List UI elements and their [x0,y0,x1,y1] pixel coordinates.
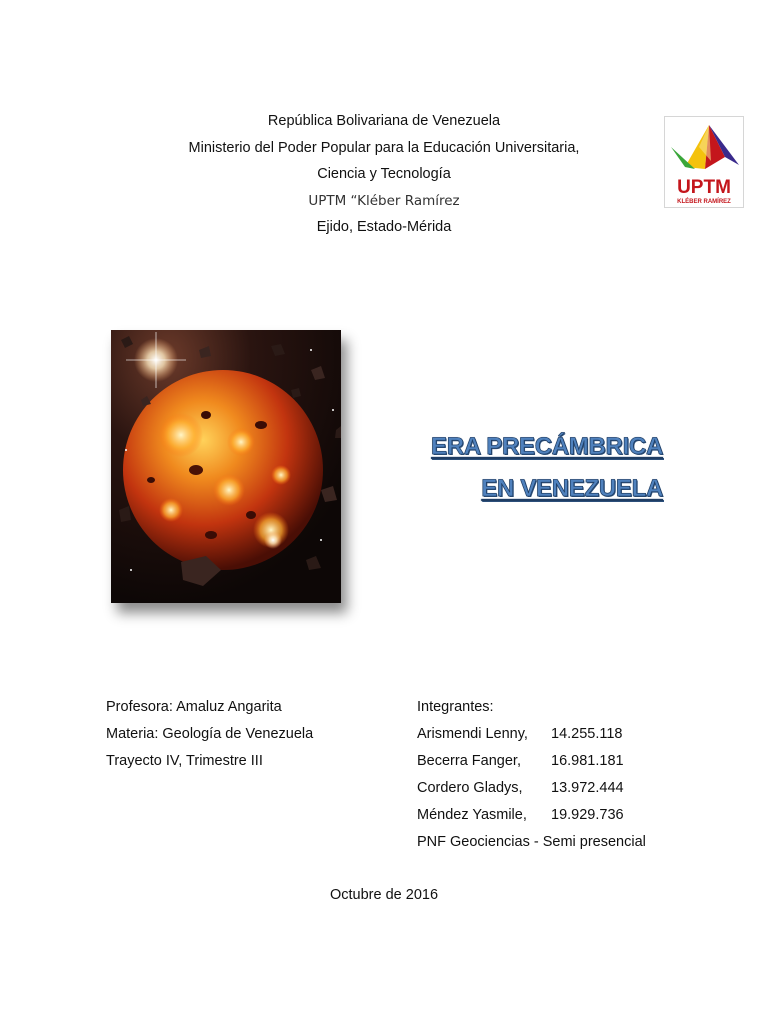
member-name: Cordero Gladys, [417,780,523,796]
member-row [417,721,646,748]
title-line-1: ERA PRECÁMBRICA [431,433,663,460]
institution-header [0,108,768,241]
member-id: 19.929.736 [551,807,624,823]
members-info [417,694,646,856]
uptm-logo [664,116,744,208]
member-row [417,748,646,775]
member-id: 16.981.181 [551,753,624,769]
logo-subtext: KLÉBER RAMÍREZ [677,199,731,205]
burning-planet-image [111,330,341,603]
document-date: Octubre de 2016 [329,887,439,903]
program-line: PNF Geociencias - Semi presencial [417,834,646,850]
member-id: 14.255.118 [551,726,623,742]
header-university: UPTM “Kléber Ramírez [308,192,460,209]
member-row [417,802,646,829]
title-line-2: EN VENEZUELA [481,475,663,502]
header-location: Ejido, Estado-Mérida [316,219,452,235]
subject-line: Materia: Geología de Venezuela [106,726,314,742]
uptm-logo-icon [665,117,743,207]
member-name: Becerra Fanger, [417,753,521,769]
document-title [420,426,663,510]
course-info [106,694,313,775]
member-name: Méndez Yasmile, [417,807,527,823]
header-country: República Bolivariana de Venezuela [267,113,501,129]
member-name: Arismendi Lenny, [417,726,528,742]
term-line: Trayecto IV, Trimestre III [106,753,263,769]
professor-line: Profesora: Amaluz Angarita [106,699,282,715]
logo-text: UPTM [677,177,731,198]
member-row [417,775,646,802]
members-heading: Integrantes: [417,699,494,715]
member-id: 13.972.444 [551,780,624,796]
header-ministry: Ministerio del Poder Popular para la Educación Universitaria, [188,139,580,156]
header-ministry-continued: Ciencia y Tecnología [317,166,451,182]
